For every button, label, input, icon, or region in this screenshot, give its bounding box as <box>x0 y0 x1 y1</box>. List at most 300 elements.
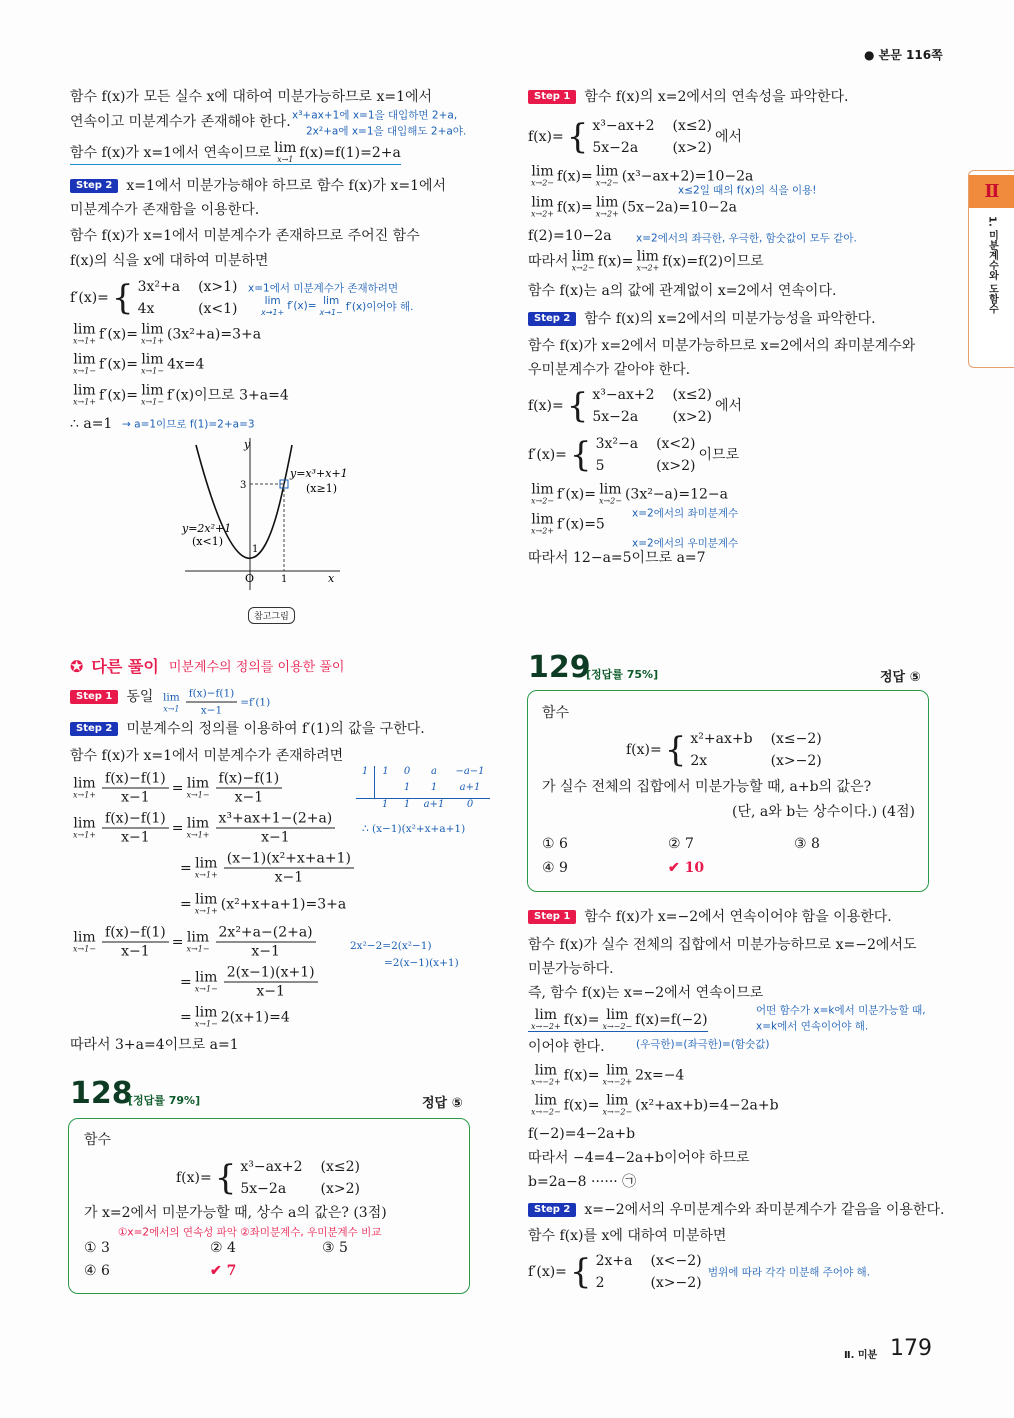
math-text: f(x)= <box>176 1170 212 1186</box>
fraction <box>102 772 169 805</box>
math-text: (x²+x+a+1)=3+a <box>220 896 347 912</box>
fraction <box>216 812 336 845</box>
lim-subscript: x→1+ <box>261 308 285 317</box>
lim-subscript: x→1+ <box>73 397 97 407</box>
y-intercept-label: 1 <box>252 544 259 555</box>
lim-subscript: x→1− <box>73 944 97 954</box>
text-line <box>528 483 728 506</box>
choice[interactable]: ③ 8 <box>794 836 820 852</box>
choice[interactable]: ④ 9 <box>542 860 568 876</box>
text-line: 함수 f(x)가 모든 실수 x에 대하여 미분가능하므로 x=1에서 <box>70 89 433 105</box>
lim-subscript: x→−2− <box>602 1107 633 1117</box>
case-cond: (x≤−2) <box>770 731 822 747</box>
lim-subscript: x→2− <box>571 263 595 273</box>
text-line: b=2a−8 ······ ㉠ <box>528 1174 637 1190</box>
fraction <box>224 852 354 885</box>
math-text: f′(x)=5 <box>557 516 605 532</box>
denominator: x−1 <box>274 869 304 886</box>
step-text: 함수 f(x)의 x=2에서의 연속성을 파악한다. <box>584 89 849 105</box>
limit <box>187 931 210 954</box>
y-tick-label: 3 <box>240 480 247 491</box>
division-cell: 1 <box>403 782 411 793</box>
alt-solution-header <box>70 659 344 675</box>
limit <box>187 777 210 800</box>
choice[interactable]: ② 4 <box>210 1240 236 1256</box>
lim-word: lim <box>534 1007 557 1023</box>
text-line: 즉, 함수 f(x)는 x=−2에서 연속이므로 <box>528 985 764 1001</box>
text-line <box>528 513 605 536</box>
text-line: 우미분계수가 같아야 한다. <box>528 362 691 378</box>
curve-domain-label: (x<1) <box>192 535 224 548</box>
text-line <box>528 196 737 219</box>
lim-subscript: x→1− <box>140 366 164 376</box>
division-cell <box>356 799 374 815</box>
denominator: x−1 <box>121 829 150 846</box>
reference-graph <box>170 430 380 600</box>
case-cond: (x≤2) <box>672 118 712 134</box>
lim-word: lim <box>531 481 554 498</box>
lim-word: lim <box>531 511 554 528</box>
lim-word: lim <box>195 891 218 908</box>
text-line: f(−2)=4−2a+b <box>528 1126 636 1142</box>
problem-question: 가 x=2에서 미분가능할 때, 상수 a의 값은? (3점) <box>84 1205 387 1221</box>
problem-function <box>176 1160 363 1196</box>
choice[interactable]: ③ 5 <box>322 1240 348 1256</box>
lim-word: lim <box>531 163 554 180</box>
limit <box>195 893 218 916</box>
lim-subscript: x→−2+ <box>531 1077 561 1087</box>
problem-condition: (단, a와 b는 상수이다.) (4점) <box>732 804 915 820</box>
limit <box>195 971 218 994</box>
lim-subscript: x→1+ <box>194 906 218 916</box>
chapter-title: 1. 미분계수와 도함수 <box>986 216 998 314</box>
limit <box>274 141 296 164</box>
fraction <box>216 926 316 959</box>
text-line <box>70 323 261 346</box>
fraction <box>224 966 318 999</box>
text-line: 함수 f(x)를 x에 대하여 미분하면 <box>528 1228 727 1244</box>
limit <box>187 817 210 840</box>
lim-subscript: x→1 <box>277 155 294 164</box>
limit <box>141 384 164 407</box>
lim-word: lim <box>599 481 622 498</box>
choice[interactable]: ① 3 <box>84 1240 110 1256</box>
division-cell: a+1 <box>423 799 445 810</box>
synthetic-division <box>356 766 490 815</box>
math-text: = <box>180 1009 192 1025</box>
division-row <box>356 782 490 799</box>
division-cell <box>374 782 396 798</box>
x-tick-label: 1 <box>281 574 288 585</box>
math-text: 4x=4 <box>166 356 205 372</box>
choice[interactable]: ① 6 <box>542 836 568 852</box>
factorization-note: ∴ (x−1)(x²+x+a+1) <box>362 823 466 835</box>
lim-subscript: x→1− <box>194 984 218 994</box>
limit <box>73 777 96 800</box>
piecewise <box>567 388 712 424</box>
step2-line <box>528 1203 944 1217</box>
curve-label: y=x³+x+1 <box>290 467 348 480</box>
problem-number: 128 <box>70 1076 133 1111</box>
math-text: f(x)= <box>528 129 564 145</box>
limit <box>261 295 284 317</box>
case-expr: 3x²+a <box>137 279 181 295</box>
case-cond: (x>−2) <box>770 753 822 769</box>
text-line <box>528 1254 705 1290</box>
problem-function <box>626 732 825 768</box>
case-expr: 5x−2a <box>240 1181 287 1197</box>
numerator: (x−1)(x²+x+a+1) <box>224 852 354 869</box>
step-text: 함수 f(x)가 x=−2에서 연속이어야 함을 이용한다. <box>584 909 892 925</box>
math-text: 에서 <box>714 129 743 145</box>
step1-badge: Step 1 <box>70 690 118 704</box>
lim-word: lim <box>163 691 180 703</box>
text-line <box>528 1008 708 1032</box>
math-text: f(x)= <box>563 1097 600 1113</box>
denominator: x−1 <box>251 943 280 960</box>
limit <box>602 1008 632 1031</box>
annotation-note: (우극한)=(좌극한)=(함숫값) <box>636 1038 770 1051</box>
annotation-note: x≤2일 때의 f(x)의 식을 이용! <box>678 184 817 197</box>
annotation-note: x=k에서 연속이어야 해. <box>756 1020 869 1033</box>
math-text: f(x)= <box>597 253 634 269</box>
denominator: x−1 <box>256 983 285 1000</box>
lim-word: lim <box>195 1004 218 1021</box>
lim-word: lim <box>264 295 281 307</box>
case-cond: (x>1) <box>198 279 238 295</box>
answer-label: 정답 ⑤ <box>422 1096 463 1111</box>
math-text: 함수 f(x)가 x=1에서 연속이므로 <box>70 144 272 161</box>
piecewise <box>570 437 696 473</box>
alt-subtitle: 미분계수의 정의를 이용한 풀이 <box>168 659 345 675</box>
text-line <box>528 1094 779 1117</box>
text-line <box>528 119 742 155</box>
piecewise <box>665 732 822 768</box>
math-text: f′(x)= <box>557 486 596 502</box>
case-grid <box>240 1160 360 1196</box>
math-text: = <box>180 974 192 990</box>
star-icon: ✪ <box>70 657 84 676</box>
division-cell: a+1 <box>459 782 481 793</box>
step1-badge: Step 1 <box>528 910 576 924</box>
curve-domain-label: (x≥1) <box>306 482 338 495</box>
case-expr: 2x+a <box>595 1253 633 1269</box>
lim-word: lim <box>636 248 659 265</box>
math-text: f′(x)= <box>528 1264 567 1280</box>
step2-badge: Step 2 <box>70 722 118 736</box>
step2-line <box>528 312 876 326</box>
text-line <box>70 384 289 407</box>
case-grid <box>596 437 696 473</box>
case-cond: (x≤2) <box>320 1159 360 1175</box>
division-row <box>356 799 490 815</box>
division-cell: 1 <box>381 799 389 810</box>
brace-icon: { <box>566 117 589 157</box>
math-text: 이므로 <box>698 447 740 463</box>
case-cond: (x<−2) <box>650 1253 702 1269</box>
division-cell: 1 <box>403 799 411 810</box>
lim-word: lim <box>73 351 96 368</box>
lim-subscript: x→1+ <box>140 336 164 346</box>
lim-word: lim <box>195 855 218 872</box>
math-text: (5x−2a)=10−2a <box>621 199 738 215</box>
page-number: 179 <box>890 1336 932 1361</box>
step-text: 함수 f(x)의 x=2에서의 미분가능성을 파악한다. <box>584 311 876 327</box>
lim-word: lim <box>73 929 96 946</box>
lim-word: lim <box>141 351 164 368</box>
text-line: 따라서 −4=4−2a+b이어야 하므로 <box>528 1150 750 1166</box>
division-cell: 1 <box>361 766 369 777</box>
annotation-note: x=2에서의 우미분계수 <box>632 537 739 550</box>
limit <box>531 513 554 536</box>
text-line: 함수 f(x)가 x=2에서 미분가능하므로 x=2에서의 좌미분계수와 <box>528 338 916 354</box>
case-expr: 5 <box>595 458 605 474</box>
denominator: x−1 <box>234 789 264 806</box>
problem-number: 129 <box>528 650 591 685</box>
math-text: f′(x)= <box>99 356 138 372</box>
lim-subscript: x→1 <box>163 704 180 713</box>
choice[interactable]: ② 7 <box>668 836 694 852</box>
denominator: x−1 <box>121 789 150 806</box>
text-line: 미분계수가 존재함을 이용한다. <box>70 202 260 218</box>
case-cond: (x>2) <box>672 409 712 425</box>
math-text: 2(x+1)=4 <box>220 1009 290 1025</box>
math-text: = <box>171 934 184 950</box>
division-cell: −a−1 <box>455 766 485 777</box>
lim-word: lim <box>195 969 218 986</box>
denominator: x−1 <box>121 943 150 960</box>
lim-word: lim <box>531 194 554 211</box>
accuracy-rate: [정답률 75%] <box>586 668 659 681</box>
step1-line <box>528 90 849 104</box>
accuracy-rate: [정답률 79%] <box>128 1094 201 1107</box>
case-grid <box>596 1254 702 1290</box>
limit <box>531 1008 561 1031</box>
chapter-roman: Ⅱ <box>969 175 1014 208</box>
lim-word: lim <box>606 1007 629 1023</box>
choice-checked[interactable]: ✔ 7 <box>210 1263 237 1279</box>
annotation-note: x=1에서 미분계수가 존재하려면 <box>248 282 399 295</box>
piecewise <box>215 1160 360 1196</box>
text-line <box>70 353 204 376</box>
math-text: 따라서 <box>528 253 569 269</box>
division-cell: a <box>431 766 437 777</box>
case-expr: 4x <box>137 301 155 317</box>
step1-line <box>528 910 892 924</box>
problem-intro: 함수 <box>542 705 570 721</box>
annotation-note: x=2에서의 좌미분계수 <box>632 507 739 520</box>
lim-subscript: x→1+ <box>73 336 97 346</box>
limit <box>531 196 554 219</box>
division-cell <box>356 782 374 798</box>
limit <box>163 691 180 713</box>
math-text: f(x)=f(−2) <box>635 1011 708 1028</box>
limit <box>73 323 96 346</box>
limit <box>636 250 659 273</box>
lim-word: lim <box>186 775 210 792</box>
math-text: f(x)= <box>563 1011 600 1028</box>
case-grid <box>592 119 712 155</box>
lim-subscript: x→−2− <box>531 1107 561 1117</box>
limit <box>596 165 619 188</box>
math-text: f(x)= <box>557 168 593 184</box>
annotation-note: 범위에 따라 각각 미분해 주어야 해. <box>708 1266 871 1279</box>
step2-badge: Step 2 <box>528 1203 576 1217</box>
annotation-note <box>160 688 270 717</box>
math-text: f′(x)= <box>287 300 317 312</box>
math-text: 2x=−4 <box>635 1067 685 1083</box>
curve-label: y=2x²+1 <box>182 522 232 535</box>
case-expr: x³−ax+2 <box>592 387 655 403</box>
text-line <box>528 250 764 273</box>
lim-subscript: x→1+ <box>73 830 97 840</box>
lim-word: lim <box>186 815 210 832</box>
answer-label: 정답 ⑤ <box>880 670 921 685</box>
lim-subscript: x→2− <box>595 178 619 188</box>
text-line <box>70 772 285 805</box>
problem-intro: 함수 <box>84 1132 112 1148</box>
text-line: 이어야 한다. <box>528 1039 605 1055</box>
lim-subscript: x→2− <box>531 496 555 506</box>
limit <box>531 165 554 188</box>
step-text: x=−2에서의 우미분계수와 좌미분계수가 같음을 이용한다. <box>584 1202 945 1218</box>
text-line <box>70 926 319 959</box>
choice[interactable]: ④ 6 <box>84 1263 110 1279</box>
limit <box>531 483 554 506</box>
limit <box>195 1006 218 1029</box>
lim-subscript: x→1− <box>186 790 210 800</box>
lim-subscript: x→−2− <box>602 1022 633 1031</box>
lim-subscript: x→1− <box>73 366 97 376</box>
math-text: 에서 <box>714 398 743 414</box>
text-line <box>180 1006 290 1029</box>
annotation-note: → a=1이므로 f(1)=2+a=3 <box>122 418 255 431</box>
step-text: x=1에서 미분가능해야 하므로 함수 f(x)가 x=1에서 <box>126 178 447 194</box>
math-text: f′(x)= <box>528 447 567 463</box>
math-text: f(x)=f(2)이므로 <box>662 253 764 269</box>
denominator: x−1 <box>200 704 223 717</box>
limit <box>531 1064 561 1087</box>
annotation-note: 2x²−2=2(x²−1) <box>350 940 432 952</box>
numerator: 2(x−1)(x+1) <box>224 966 318 983</box>
step2-line <box>70 179 446 193</box>
text-line <box>528 1064 684 1087</box>
text-line <box>70 280 241 316</box>
chapter-tab[interactable] <box>968 170 1014 368</box>
math-text: f(x)= <box>557 199 593 215</box>
step2-badge: Step 2 <box>70 179 118 193</box>
case-expr: 3x²−a <box>595 436 639 452</box>
step2-badge: Step 2 <box>528 312 576 326</box>
limit <box>599 483 622 506</box>
lim-subscript: x→1+ <box>194 870 218 880</box>
text-line: 함수 f(x)가 x=1에서 미분계수가 존재하려면 <box>70 748 344 764</box>
case-expr: 5x−2a <box>592 409 639 425</box>
case-expr: x³−ax+2 <box>592 118 655 134</box>
text-line <box>180 966 321 999</box>
limit <box>73 931 96 954</box>
division-cell: 1 <box>374 766 396 782</box>
text-line: 따라서 12−a=5이므로 a=7 <box>528 550 706 566</box>
step1-badge: Step 1 <box>528 90 576 104</box>
case-expr: 2 <box>595 1275 605 1291</box>
text-line <box>70 141 401 165</box>
graph-caption: 참고그림 <box>248 607 295 624</box>
lim-word: lim <box>323 295 340 307</box>
annotation-note: =2(x−1)(x+1) <box>384 957 459 969</box>
lim-word: lim <box>141 382 164 399</box>
case-expr: x³−ax+2 <box>240 1159 303 1175</box>
numerator: f(x)−f(1) <box>186 688 238 703</box>
lim-subscript: x→−2+ <box>602 1077 633 1087</box>
math-text: f′(x)= <box>99 387 138 403</box>
page-reference: ● 본문 116쪽 <box>864 48 943 62</box>
footer-section: Ⅱ. 미분 <box>844 1350 878 1361</box>
text-line: 미분가능하다. <box>528 961 614 977</box>
lim-subscript: x→1− <box>319 308 343 317</box>
limit <box>602 1094 632 1117</box>
lim-subscript: x→1− <box>186 944 210 954</box>
text-line: 함수 f(x)가 x=1에서 미분계수가 존재하므로 주어진 함수 <box>70 228 420 244</box>
numerator: f(x)−f(1) <box>102 812 169 829</box>
lim-word: lim <box>534 1062 557 1079</box>
case-cond: (x>2) <box>672 140 712 156</box>
annotation-note <box>258 295 414 317</box>
division-cell: 1 <box>430 782 438 793</box>
limit <box>73 817 96 840</box>
text-line: 함수 f(x)가 실수 전체의 집합에서 미분가능하므로 x=−2에서도 <box>528 937 917 953</box>
limit <box>73 384 96 407</box>
lim-subscript: x→−2+ <box>531 1022 561 1031</box>
fraction <box>216 772 283 805</box>
piecewise <box>570 1254 702 1290</box>
text-line <box>180 852 357 885</box>
lim-word: lim <box>606 1092 629 1109</box>
case-grid <box>690 732 821 768</box>
x-axis-label: x <box>328 572 335 585</box>
lim-subscript: x→2+ <box>636 263 660 273</box>
brace-icon: { <box>566 386 589 426</box>
lim-word: lim <box>141 321 164 338</box>
math-text: = <box>180 896 192 912</box>
lim-word: lim <box>596 163 619 180</box>
lim-word: lim <box>73 382 96 399</box>
math-text: = <box>171 820 184 836</box>
case-cond: (x>2) <box>656 458 696 474</box>
case-cond: (x<2) <box>656 436 696 452</box>
lim-word: lim <box>534 1092 557 1109</box>
text-line <box>528 437 739 473</box>
limit <box>73 353 96 376</box>
case-grid <box>592 388 712 424</box>
math-text: f(x)=f(1)=2+a <box>299 144 401 161</box>
fraction <box>186 688 238 717</box>
choice-checked[interactable]: ✔ 10 <box>668 860 705 876</box>
fraction <box>102 926 169 959</box>
page-reference-text: 본문 116쪽 <box>878 48 943 62</box>
piecewise <box>112 280 238 316</box>
case-grid <box>138 280 238 316</box>
lim-subscript: x→1− <box>194 1019 218 1029</box>
math-text: (3x²+a)=3+a <box>166 326 262 342</box>
numerator: x³+ax+1−(2+a) <box>216 812 336 829</box>
case-expr: 2x <box>690 753 708 769</box>
lim-word: lim <box>274 140 297 156</box>
limit <box>531 1094 561 1117</box>
lim-subscript: x→2− <box>598 496 622 506</box>
text-line: 연속이고 미분계수가 존재해야 한다. <box>70 114 291 130</box>
brace-icon: { <box>664 730 687 770</box>
